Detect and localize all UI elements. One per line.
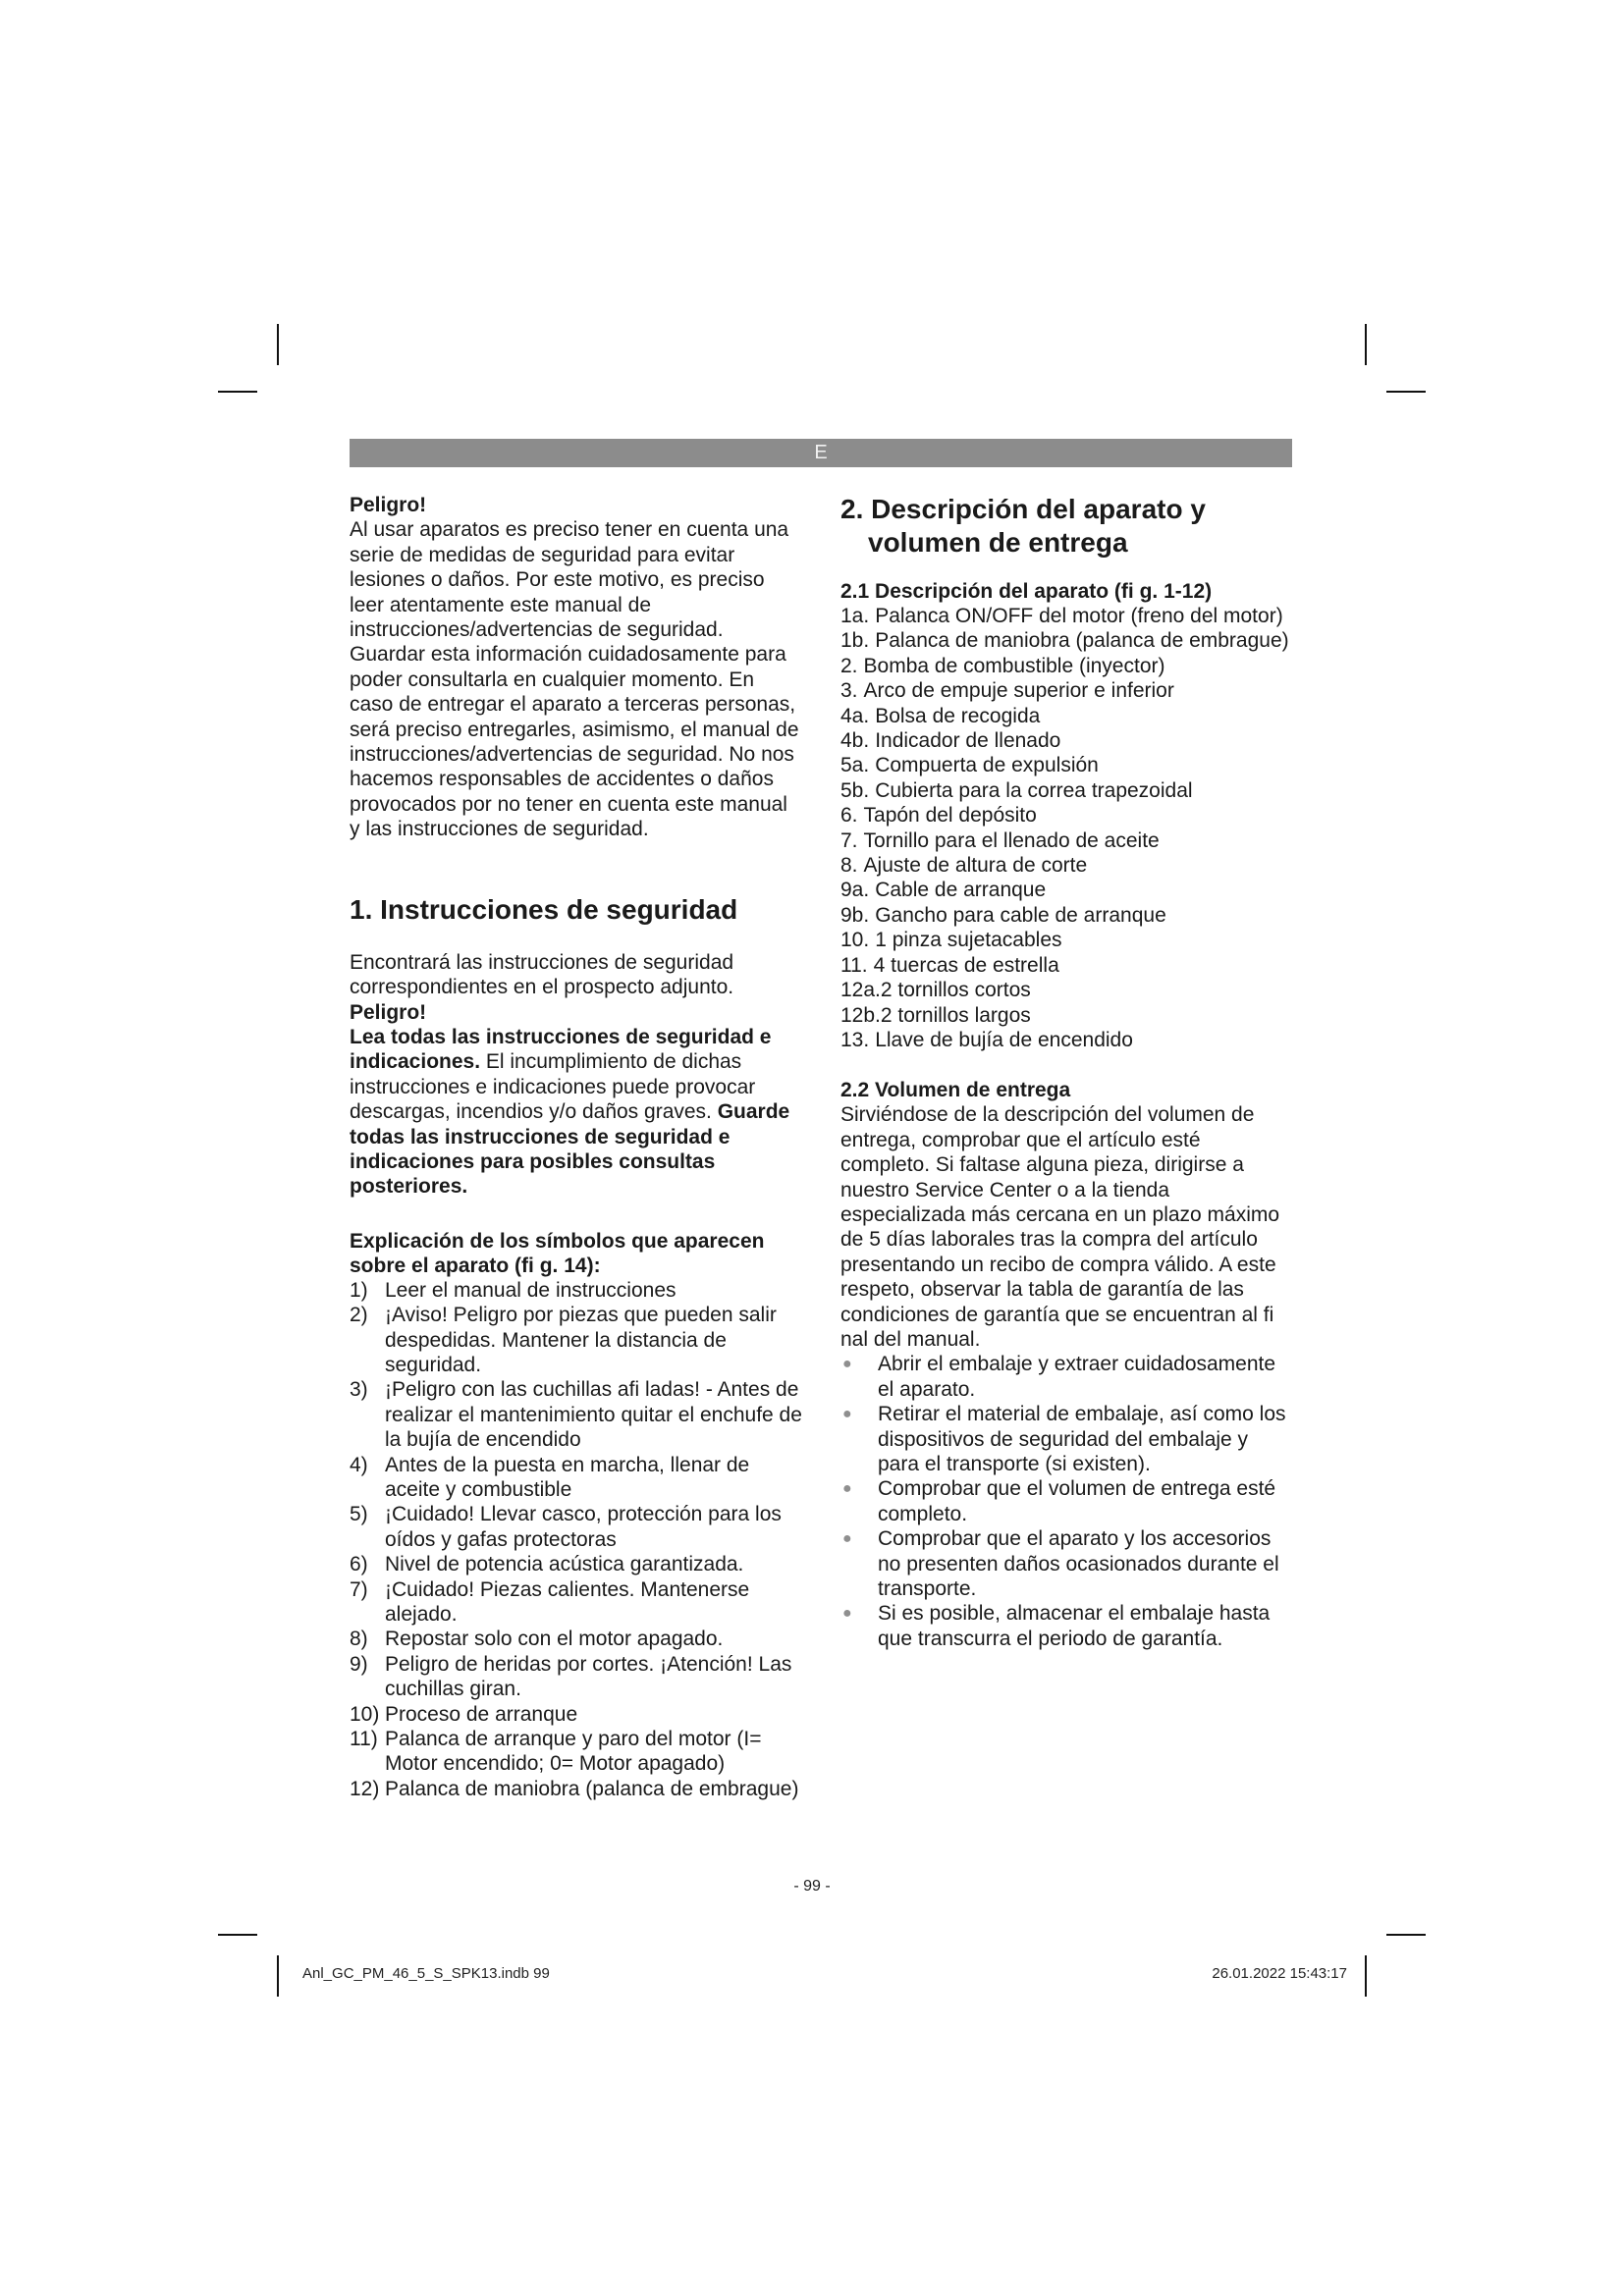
bullet-icon: ● <box>842 1480 852 1498</box>
right-column <box>840 493 1294 1651</box>
delivery-text: Sirviéndose de la descripción del volumen de entrega, comprobar que el artículo esté completo. Si faltase alguna pieza, dirigirse a nuestro Service Center o a la tienda especializada más cercana en un plazo máximo de 5 días laborales tras la compra del artículo presentando un recibo de compra válido. A este respeto, observar la tabla de garantía de las condiciones de garantía que se encuentran al fi nal del manual. <box>840 1103 1280 1351</box>
list-item: 2. Bomba de combustible (inyector) <box>840 654 1165 677</box>
list-item: ● Comprobar que el volumen de entrega esté completo. <box>842 1477 1276 1525</box>
list-item: 1a. Palanca ON/OFF del motor (freno del motor) <box>840 605 1283 627</box>
bullet-icon: ● <box>842 1605 852 1623</box>
section1-intro: Encontrará las instrucciones de seguridad correspondientes en el prospecto adjunto. <box>350 950 734 999</box>
list-item: 6. Tapón del depósito <box>840 804 1037 828</box>
list-item: 12a. 2 tornillos cortos <box>840 979 1031 1002</box>
crop-mark <box>218 391 257 393</box>
list-item: 8) Repostar solo con el motor apagado. <box>350 1628 724 1651</box>
list-item: 4b. Indicador de llenado <box>840 729 1061 753</box>
list-item: 10. 1 pinza sujetacables <box>840 929 1062 952</box>
warning-bold-2: Guarde todas las instrucciones de seguridad e indicaciones para posibles consultas posteriores. <box>350 1100 790 1199</box>
list-item: 12b. 2 tornillos largos <box>840 1003 1031 1027</box>
list-item: 9b. Gancho para cable de arranque <box>840 903 1166 927</box>
list-item: 4) Antes de la puesta en marcha, llenar de aceite y combustible <box>350 1453 750 1501</box>
list-item: 12) Palanca de maniobra (palanca de embrague) <box>350 1777 799 1800</box>
danger-text: Al usar aparatos es preciso tener en cuenta una serie de medidas de seguridad para evitar lesiones o daños. Por este motivo, es preciso leer atentamente este manual de instrucciones/advertencias de seguridad. Guardar esta información cuidadosamente para poder consultarla en cualquier momento. En caso de entregar el aparato a terceras personas, será preciso entregarles, asimismo, el manual de instrucciones/advertencias de seguridad. No nos hacemos responsables de accidentes o daños provocados por no tener en cuenta este manual y las instrucciones de seguridad. <box>350 518 799 841</box>
delivery-checklist <box>840 1352 1294 1651</box>
section2-title-line2: volumen de entrega <box>868 527 1128 558</box>
section1-title: 1. Instrucciones de seguridad <box>350 893 738 925</box>
list-item: 7. Tornillo para el llenado de aceite <box>840 828 1160 852</box>
danger2-title: Peligro! <box>350 1000 427 1024</box>
language-header-bar <box>350 439 1292 467</box>
list-item: 6) Nivel de potencia acústica garantizada. <box>350 1553 744 1576</box>
bullet-icon: ● <box>842 1530 852 1548</box>
crop-mark <box>1365 324 1367 365</box>
list-item: 10) Proceso de arranque <box>350 1702 578 1726</box>
list-item: ● Si es posible, almacenar el embalaje hasta que transcurra el periodo de garantía. <box>842 1602 1271 1650</box>
danger-title: Peligro! <box>350 494 427 516</box>
warning-bold-1: Lea todas las instrucciones de seguridad e indicaciones. <box>350 1025 772 1074</box>
list-item: 3) ¡Peligro con las cuchillas afi ladas! - Antes de realizar el mantenimiento quitar el enchufe de la bujía de encendido <box>350 1378 802 1452</box>
crop-mark <box>277 1955 279 1997</box>
print-timestamp: 26.01.2022 15:43:17 <box>1212 1965 1347 1982</box>
left-column <box>350 493 803 1801</box>
bullet-icon: ● <box>842 1356 852 1373</box>
warning-paragraph <box>350 1025 803 1200</box>
symbols-list <box>350 1278 803 1802</box>
crop-mark <box>1386 1934 1426 1936</box>
page-number: - 99 - <box>793 1878 831 1895</box>
crop-mark <box>218 1934 257 1936</box>
list-item: ● Abrir el embalaje y extraer cuidadosamente el aparato. <box>842 1353 1276 1401</box>
list-item: ● Comprobar que el aparato y los accesorios no presenten daños ocasionados durante el transporte. <box>842 1527 1279 1601</box>
warning-text: El incumplimiento de dichas instrucciones e indicaciones puede provocar descargas, incendios y/o daños graves. <box>350 1050 756 1124</box>
list-item: 5b. Cubierta para la correa trapezoidal <box>840 778 1193 802</box>
subsection-2-2-title: 2.2 Volumen de entrega <box>840 1079 1071 1102</box>
list-item: 8. Ajuste de altura de corte <box>840 854 1088 878</box>
list-item: 4a. Bolsa de recogida <box>840 704 1041 727</box>
crop-mark <box>1386 391 1426 393</box>
file-info: Anl_GC_PM_46_5_S_SPK13.indb 99 <box>302 1965 550 1982</box>
symbols-title: Explicación de los símbolos que aparecen sobre el aparato (fi g. 14): <box>350 1229 765 1277</box>
list-item: 2) ¡Aviso! Peligro por piezas que pueden salir despedidas. Mantener la distancia de seguridad. <box>350 1304 777 1376</box>
language-code: E <box>814 442 828 463</box>
bullet-icon: ● <box>842 1406 852 1423</box>
list-item: 1b. Palanca de maniobra (palanca de embrague) <box>840 629 1289 653</box>
list-item: 11) Palanca de arranque y paro del motor (I= Motor encendido; 0= Motor apagado) <box>350 1728 762 1776</box>
list-item: 7) ¡Cuidado! Piezas calientes. Mantenerse alejado. <box>350 1577 750 1627</box>
list-item: 9a. Cable de arranque <box>840 879 1047 902</box>
subsection-2-1-title: 2.1 Descripción del aparato (fi g. 1-12) <box>840 580 1213 603</box>
parts-list <box>840 604 1294 1052</box>
list-item: 13. Llave de bujía de encendido <box>840 1028 1133 1051</box>
section2-title-line1: 2. Descripción del aparato y <box>840 494 1206 524</box>
list-item: 5a. Compuerta de expulsión <box>840 754 1099 777</box>
list-item: 5) ¡Cuidado! Llevar casco, protección para los oídos y gafas protectoras <box>350 1503 782 1551</box>
list-item: 1) Leer el manual de instrucciones <box>350 1278 677 1302</box>
crop-mark <box>1365 1955 1367 1997</box>
list-item: 3. Arco de empuje superior e inferior <box>840 679 1174 703</box>
list-item: ● Retirar el material de embalaje, así como los dispositivos de seguridad del embalaje y para el transporte (si existen). <box>842 1403 1286 1475</box>
list-item: 11. 4 tuercas de estrella <box>840 953 1059 977</box>
list-item: 9) Peligro de heridas por cortes. ¡Atención! Las cuchillas giran. <box>350 1652 792 1701</box>
crop-mark <box>277 324 279 365</box>
